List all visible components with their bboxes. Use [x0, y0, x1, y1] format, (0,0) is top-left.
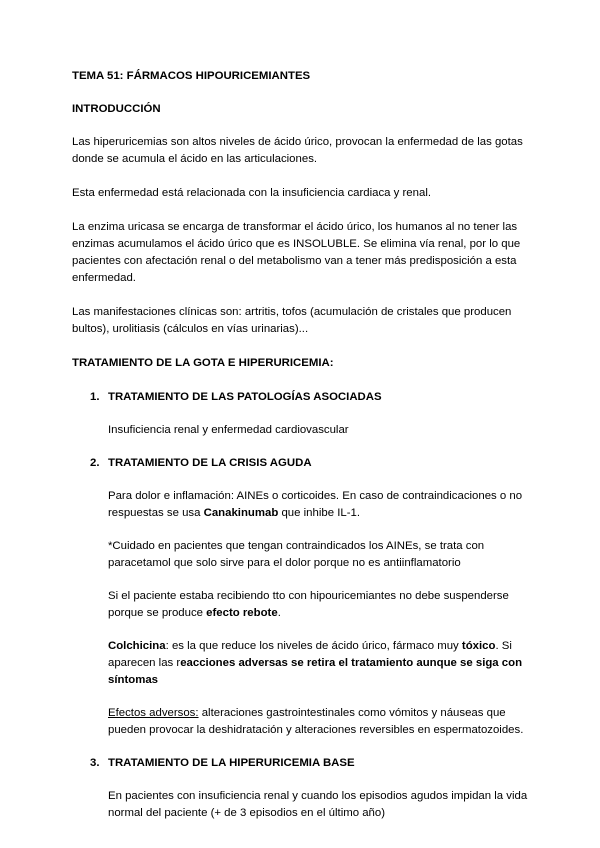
item-heading: TRATAMIENTO DE LAS PATOLOGÍAS ASOCIADAS	[108, 391, 382, 403]
treatment-item-1	[72, 389, 540, 439]
treatment-heading: TRATAMIENTO DE LA GOTA E HIPERURICEMIA:	[72, 357, 334, 369]
emphasis-toxico: tóxico	[461, 640, 496, 652]
drug-name-canakinumab: Canakinumab	[203, 507, 279, 519]
crisis-paragraph-2: *Cuidado en pacientes que tengan contraindicados los AINEs, se trata con paracetamol que solo sirve para el dolor porque no es antiinflamatorio	[108, 540, 485, 569]
intro-paragraph-4: Las manifestaciones clínicas son: artritis, tofos (acumulación de cristales que producen bultos), urolitiasis (cálculos en vías urinarias)...	[72, 306, 512, 335]
item-number: 3.	[90, 757, 100, 769]
item-number: 2.	[90, 457, 100, 469]
item-number: 1.	[90, 391, 100, 403]
item-text: Insuficiencia renal y enfermedad cardiovascular	[108, 424, 349, 436]
treatment-item-2	[72, 455, 540, 739]
text-run: Si el paciente estaba recibiendo tto con hipouricemiantes no debe suspenderse porque se produce	[108, 590, 509, 619]
text-run: alteraciones gastrointestinales como vómitos y náuseas que pueden provocar la deshidratación y alteraciones reversibles en espermatozoides.	[108, 707, 524, 736]
crisis-paragraph-1	[108, 488, 540, 522]
item-heading: TRATAMIENTO DE LA CRISIS AGUDA	[108, 457, 312, 469]
emphasis-reacciones-adversas: eacciones adversas se retira el tratamiento aunque se siga con síntomas	[108, 657, 523, 686]
drug-name-colchicina: Colchicina	[108, 640, 166, 652]
crisis-paragraph-4	[108, 638, 540, 689]
item-heading: TRATAMIENTO DE LA HIPERURICEMIA BASE	[108, 757, 355, 769]
underlined-label-efectos-adversos: Efectos adversos:	[108, 707, 199, 719]
emphasis-efecto-rebote: efecto rebote	[206, 607, 278, 619]
intro-paragraph-1: Las hiperuricemias son altos niveles de ácido úrico, provocan la enfermedad de las gotas donde se acumula el ácido en las articulaciones.	[72, 136, 523, 165]
crisis-paragraph-3	[108, 588, 540, 622]
text-run: . Si aparecen las r	[108, 640, 512, 669]
document-title: TEMA 51: FÁRMACOS HIPOURICEMIANTES	[72, 70, 311, 82]
item-text: En pacientes con insuficiencia renal y cuando los episodios agudos impidan la vida normal del paciente (+ de 3 episodios en el último año)	[108, 790, 528, 819]
crisis-paragraph-5	[108, 705, 540, 739]
text-run: : es la que reduce los niveles de ácido úrico, fármaco muy	[165, 640, 462, 652]
text-run: .	[277, 607, 281, 619]
intro-paragraph-3: La enzima uricasa se encarga de transformar el ácido úrico, los humanos al no tener las enzimas acumulamos el ácido úrico que es INSOLUBLE. Se elimina vía renal, por lo que pacientes con afectación renal o del metabolismo van a tener más predisposición a esta enfermedad.	[72, 221, 521, 284]
intro-heading: INTRODUCCIÓN	[72, 103, 161, 115]
intro-paragraph-2: Esta enfermedad está relacionada con la insuficiencia cardiaca y renal.	[72, 187, 432, 199]
treatment-item-3	[72, 755, 540, 822]
text-run: Para dolor e inflamación: AINEs o corticoides. En caso de contraindicaciones o no respuestas se usa	[108, 490, 523, 519]
text-run: que inhibe IL-1.	[278, 507, 361, 519]
